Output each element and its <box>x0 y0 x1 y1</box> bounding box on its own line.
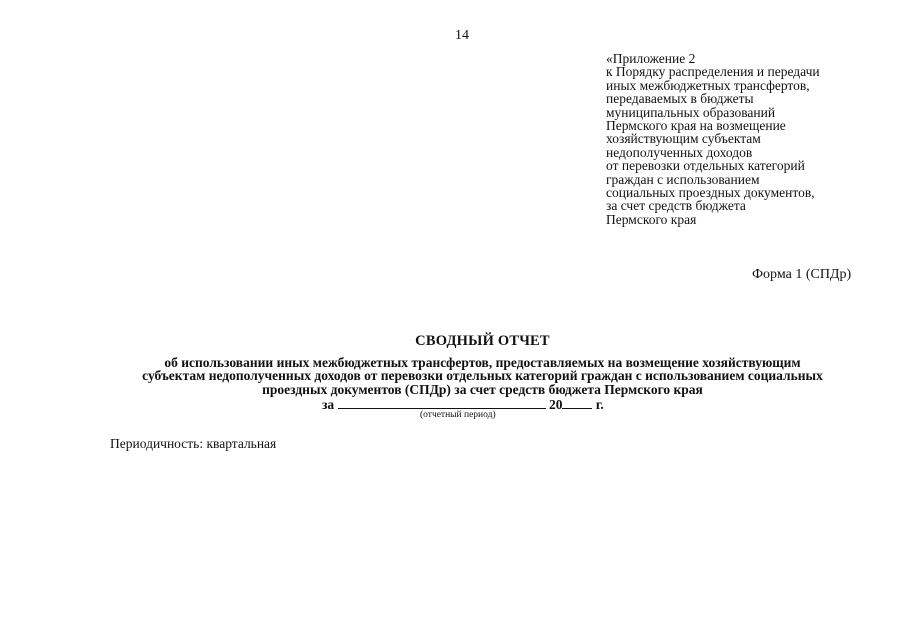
period-blank-field[interactable] <box>338 396 546 409</box>
subtitle-line: проездных документов (СПДр) за счет средств бюджета Пермского края <box>262 381 703 397</box>
period-prefix: за <box>322 397 335 412</box>
appendix-line: иных межбюджетных трансфертов, <box>606 77 810 93</box>
form-code: Форма 1 (СПДр) <box>752 267 852 282</box>
appendix-line: Пермского края на возмещение <box>606 118 786 134</box>
appendix-line: к Порядку распределения и передачи <box>606 64 820 80</box>
appendix-block <box>606 52 896 226</box>
period-hint: (отчетный период) <box>420 410 496 420</box>
appendix-line: социальных проездных документов, <box>606 185 815 201</box>
appendix-line: хозяйствующим субъектам <box>606 131 761 147</box>
report-header <box>60 333 905 396</box>
subtitle-line: субъектам недополученных доходов от перевозки отдельных категорий граждан с использованием социальных <box>142 368 823 384</box>
appendix-line: недополученных доходов <box>606 144 753 160</box>
appendix-line: граждан с использованием <box>606 171 760 187</box>
appendix-line: «Приложение 2 <box>606 51 696 66</box>
report-subtitle <box>60 356 905 396</box>
periodicity: Периодичность: квартальная <box>110 436 277 451</box>
period-suffix: г. <box>595 397 604 412</box>
subtitle-line: об использовании иных межбюджетных трансфертов, предоставляемых на возмещение хозяйствующим <box>164 355 801 370</box>
appendix-line: передаваемых в бюджеты <box>606 91 754 107</box>
appendix-line: за счет средств бюджета <box>606 198 746 214</box>
report-title: СВОДНЫЙ ОТЧЕТ <box>415 333 550 349</box>
year-blank-field[interactable] <box>562 396 592 409</box>
appendix-line: Пермского края <box>606 211 697 227</box>
appendix-line: муниципальных образований <box>606 104 776 120</box>
appendix-line: от перевозки отдельных категорий <box>606 158 805 174</box>
page-number: 14 <box>455 28 469 43</box>
period-year: 20 <box>548 397 563 412</box>
